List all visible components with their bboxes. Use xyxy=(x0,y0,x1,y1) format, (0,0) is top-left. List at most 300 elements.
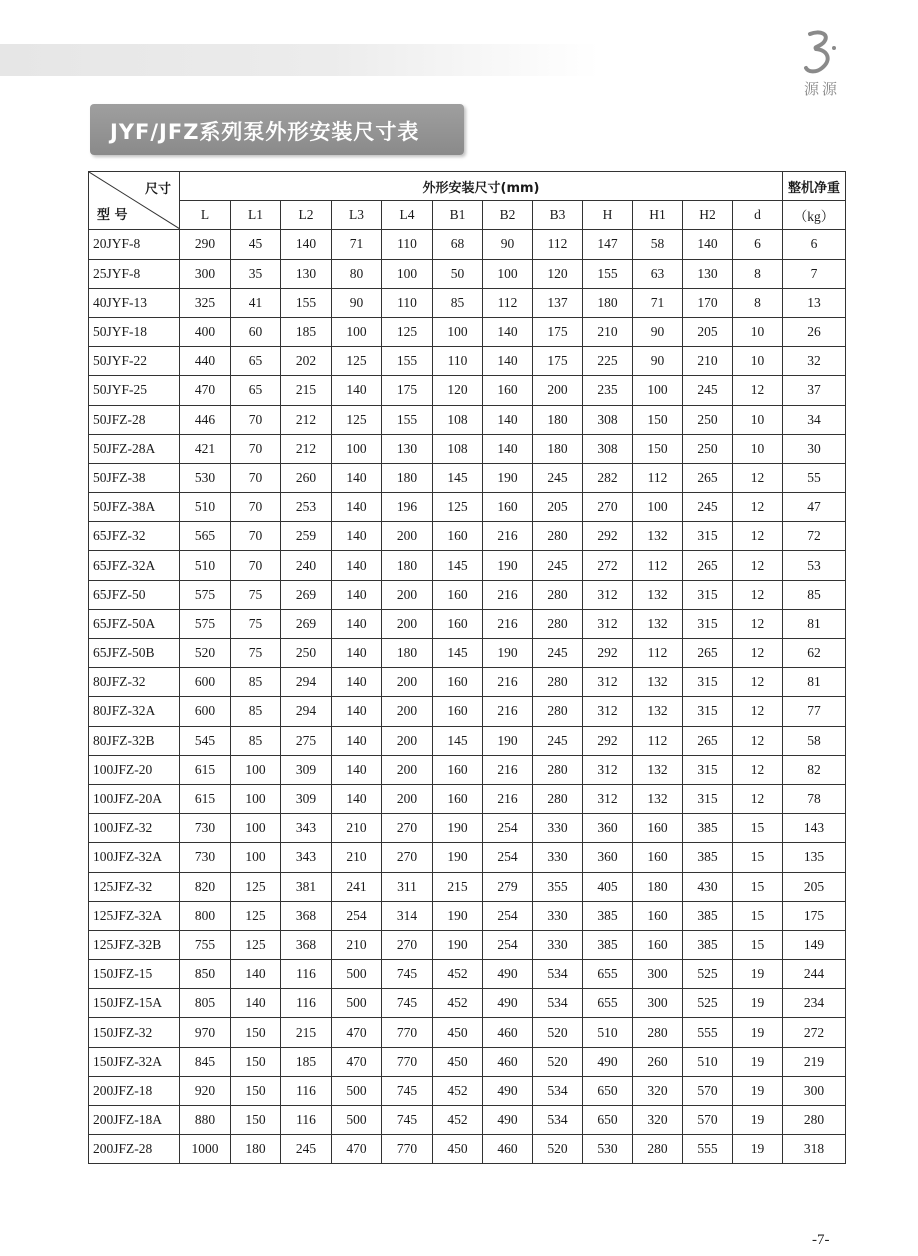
table-cell: 655 xyxy=(583,989,633,1018)
table-cell: 452 xyxy=(433,989,483,1018)
table-cell: 545 xyxy=(180,726,231,755)
table-cell: 15 xyxy=(733,930,783,959)
table-cell: 805 xyxy=(180,989,231,1018)
table-cell: 75 xyxy=(231,639,281,668)
table-cell: 110 xyxy=(382,288,433,317)
model-cell: 50JYF-18 xyxy=(89,317,180,346)
table-cell: 490 xyxy=(483,1106,533,1135)
table-cell: 280 xyxy=(533,668,583,697)
table-cell: 120 xyxy=(433,376,483,405)
table-cell: 132 xyxy=(633,784,683,813)
column-header: d xyxy=(733,201,783,230)
table-row xyxy=(89,843,846,872)
table-cell: 254 xyxy=(483,843,533,872)
table-row xyxy=(89,405,846,434)
model-cell: 100JFZ-32 xyxy=(89,814,180,843)
table-cell: 70 xyxy=(231,463,281,492)
table-cell: 150 xyxy=(231,1076,281,1105)
table-cell: 132 xyxy=(633,522,683,551)
table-cell: 385 xyxy=(683,901,733,930)
table-cell: 280 xyxy=(533,522,583,551)
table-cell: 60 xyxy=(231,317,281,346)
table-cell: 140 xyxy=(332,522,382,551)
table-cell: 19 xyxy=(733,1076,783,1105)
model-cell: 65JFZ-50B xyxy=(89,639,180,668)
table-cell: 343 xyxy=(281,843,332,872)
column-header: B3 xyxy=(533,201,583,230)
table-cell: 314 xyxy=(382,901,433,930)
table-cell: 190 xyxy=(483,726,533,755)
table-cell: 200 xyxy=(533,376,583,405)
table-cell: 309 xyxy=(281,784,332,813)
model-cell: 25JYF-8 xyxy=(89,259,180,288)
table-cell: 800 xyxy=(180,901,231,930)
table-cell: 500 xyxy=(332,1076,382,1105)
model-cell: 65JFZ-50A xyxy=(89,609,180,638)
table-cell: 520 xyxy=(533,1018,583,1047)
table-row xyxy=(89,230,846,259)
table-cell: 70 xyxy=(231,522,281,551)
table-cell: 254 xyxy=(332,901,382,930)
table-cell: 490 xyxy=(483,1076,533,1105)
table-cell: 58 xyxy=(633,230,683,259)
table-cell: 235 xyxy=(583,376,633,405)
table-row xyxy=(89,901,846,930)
table-cell: 205 xyxy=(783,872,846,901)
table-cell: 460 xyxy=(483,1018,533,1047)
table-cell: 140 xyxy=(332,784,382,813)
header-dimension-label: 尺寸 xyxy=(144,182,171,197)
table-cell: 275 xyxy=(281,726,332,755)
table-cell: 160 xyxy=(483,376,533,405)
column-header: L2 xyxy=(281,201,332,230)
table-cell: 330 xyxy=(533,901,583,930)
table-cell: 490 xyxy=(483,960,533,989)
model-cell: 50JFZ-28 xyxy=(89,405,180,434)
table-cell: 116 xyxy=(281,1106,332,1135)
table-cell: 185 xyxy=(281,1047,332,1076)
table-cell: 100 xyxy=(231,843,281,872)
header-model-label: 型 号 xyxy=(97,208,128,224)
table-cell: 15 xyxy=(733,814,783,843)
table-cell: 13 xyxy=(783,288,846,317)
table-cell: 452 xyxy=(433,960,483,989)
table-cell: 745 xyxy=(382,1106,433,1135)
table-cell: 175 xyxy=(783,901,846,930)
table-cell: 446 xyxy=(180,405,231,434)
table-cell: 470 xyxy=(180,376,231,405)
model-cell: 65JFZ-32A xyxy=(89,551,180,580)
table-cell: 254 xyxy=(483,930,533,959)
table-cell: 530 xyxy=(180,463,231,492)
table-cell: 200 xyxy=(382,609,433,638)
table-cell: 253 xyxy=(281,493,332,522)
table-cell: 160 xyxy=(633,843,683,872)
table-cell: 600 xyxy=(180,697,231,726)
table-cell: 470 xyxy=(332,1135,382,1164)
table-cell: 920 xyxy=(180,1076,231,1105)
table-cell: 10 xyxy=(733,317,783,346)
table-cell: 200 xyxy=(382,755,433,784)
table-cell: 12 xyxy=(733,639,783,668)
table-cell: 510 xyxy=(180,493,231,522)
table-cell: 280 xyxy=(533,697,583,726)
table-cell: 150 xyxy=(633,405,683,434)
table-cell: 254 xyxy=(483,901,533,930)
table-cell: 132 xyxy=(633,697,683,726)
table-cell: 12 xyxy=(733,784,783,813)
table-cell: 655 xyxy=(583,960,633,989)
table-cell: 330 xyxy=(533,843,583,872)
table-cell: 112 xyxy=(533,230,583,259)
table-cell: 315 xyxy=(683,697,733,726)
model-cell: 150JFZ-15 xyxy=(89,960,180,989)
table-cell: 85 xyxy=(783,580,846,609)
table-cell: 820 xyxy=(180,872,231,901)
table-cell: 490 xyxy=(583,1047,633,1076)
table-cell: 318 xyxy=(783,1135,846,1164)
table-cell: 175 xyxy=(533,347,583,376)
table-cell: 241 xyxy=(332,872,382,901)
table-row xyxy=(89,522,846,551)
table-cell: 730 xyxy=(180,814,231,843)
table-cell: 140 xyxy=(332,463,382,492)
table-cell: 500 xyxy=(332,989,382,1018)
table-cell: 155 xyxy=(382,347,433,376)
header-decoration-band xyxy=(0,44,600,76)
brand-logo-mark xyxy=(796,28,848,76)
table-cell: 45 xyxy=(231,230,281,259)
table-cell: 63 xyxy=(633,259,683,288)
table-cell: 770 xyxy=(382,1135,433,1164)
table-cell: 280 xyxy=(633,1135,683,1164)
table-cell: 265 xyxy=(683,463,733,492)
table-cell: 555 xyxy=(683,1018,733,1047)
table-cell: 140 xyxy=(483,347,533,376)
table-cell: 745 xyxy=(382,960,433,989)
table-cell: 308 xyxy=(583,434,633,463)
table-cell: 315 xyxy=(683,784,733,813)
table-cell: 81 xyxy=(783,668,846,697)
table-cell: 200 xyxy=(382,697,433,726)
table-cell: 280 xyxy=(633,1018,683,1047)
table-cell: 280 xyxy=(533,609,583,638)
table-cell: 100 xyxy=(231,755,281,784)
table-cell: 385 xyxy=(583,930,633,959)
table-cell: 180 xyxy=(533,405,583,434)
table-cell: 500 xyxy=(332,960,382,989)
table-cell: 155 xyxy=(382,405,433,434)
table-cell: 19 xyxy=(733,1018,783,1047)
table-cell: 250 xyxy=(281,639,332,668)
table-cell: 421 xyxy=(180,434,231,463)
model-cell: 200JFZ-28 xyxy=(89,1135,180,1164)
table-cell: 355 xyxy=(533,872,583,901)
table-cell: 510 xyxy=(180,551,231,580)
table-cell: 37 xyxy=(783,376,846,405)
table-row xyxy=(89,814,846,843)
table-cell: 19 xyxy=(733,1047,783,1076)
table-cell: 155 xyxy=(583,259,633,288)
table-cell: 12 xyxy=(733,551,783,580)
table-cell: 85 xyxy=(231,726,281,755)
table-cell: 200 xyxy=(382,726,433,755)
table-cell: 65 xyxy=(231,347,281,376)
table-cell: 294 xyxy=(281,668,332,697)
table-cell: 234 xyxy=(783,989,846,1018)
model-cell: 200JFZ-18A xyxy=(89,1106,180,1135)
page-number: -7- xyxy=(812,1232,830,1248)
table-cell: 312 xyxy=(583,668,633,697)
table-cell: 68 xyxy=(433,230,483,259)
table-cell: 140 xyxy=(332,726,382,755)
model-cell: 50JFZ-28A xyxy=(89,434,180,463)
table-cell: 470 xyxy=(332,1047,382,1076)
table-cell: 615 xyxy=(180,784,231,813)
table-cell: 82 xyxy=(783,755,846,784)
table-cell: 150 xyxy=(231,1018,281,1047)
table-cell: 360 xyxy=(583,814,633,843)
table-row xyxy=(89,463,846,492)
table-row xyxy=(89,697,846,726)
model-cell: 150JFZ-32 xyxy=(89,1018,180,1047)
table-cell: 270 xyxy=(382,930,433,959)
table-cell: 140 xyxy=(332,755,382,784)
table-cell: 280 xyxy=(533,580,583,609)
table-cell: 145 xyxy=(433,726,483,755)
table-cell: 160 xyxy=(433,784,483,813)
table-cell: 368 xyxy=(281,930,332,959)
table-cell: 125 xyxy=(231,901,281,930)
table-cell: 300 xyxy=(180,259,231,288)
table-cell: 534 xyxy=(533,989,583,1018)
table-cell: 180 xyxy=(231,1135,281,1164)
table-cell: 132 xyxy=(633,668,683,697)
table-cell: 100 xyxy=(231,814,281,843)
table-cell: 70 xyxy=(231,493,281,522)
table-cell: 270 xyxy=(382,814,433,843)
table-cell: 10 xyxy=(733,434,783,463)
table-cell: 269 xyxy=(281,609,332,638)
table-cell: 210 xyxy=(332,843,382,872)
table-cell: 180 xyxy=(583,288,633,317)
table-cell: 160 xyxy=(633,814,683,843)
table-cell: 140 xyxy=(332,580,382,609)
table-cell: 330 xyxy=(533,930,583,959)
table-cell: 245 xyxy=(533,639,583,668)
table-row xyxy=(89,347,846,376)
table-cell: 405 xyxy=(583,872,633,901)
table-cell: 385 xyxy=(583,901,633,930)
model-cell: 65JFZ-32 xyxy=(89,522,180,551)
table-cell: 12 xyxy=(733,668,783,697)
table-cell: 160 xyxy=(433,580,483,609)
table-cell: 450 xyxy=(433,1135,483,1164)
table-cell: 770 xyxy=(382,1047,433,1076)
table-cell: 330 xyxy=(533,814,583,843)
table-cell: 520 xyxy=(533,1047,583,1076)
table-cell: 525 xyxy=(683,989,733,1018)
table-cell: 1000 xyxy=(180,1135,231,1164)
table-cell: 112 xyxy=(483,288,533,317)
table-cell: 120 xyxy=(533,259,583,288)
table-cell: 19 xyxy=(733,1135,783,1164)
table-cell: 292 xyxy=(583,522,633,551)
table-row xyxy=(89,1076,846,1105)
table-cell: 270 xyxy=(382,843,433,872)
table-cell: 244 xyxy=(783,960,846,989)
model-cell: 50JFZ-38A xyxy=(89,493,180,522)
table-cell: 210 xyxy=(332,930,382,959)
table-cell: 460 xyxy=(483,1047,533,1076)
table-row xyxy=(89,288,846,317)
table-cell: 280 xyxy=(533,784,583,813)
table-cell: 730 xyxy=(180,843,231,872)
table-cell: 180 xyxy=(382,551,433,580)
table-cell: 292 xyxy=(583,639,633,668)
table-cell: 265 xyxy=(683,639,733,668)
model-cell: 80JFZ-32B xyxy=(89,726,180,755)
table-cell: 320 xyxy=(633,1076,683,1105)
table-cell: 245 xyxy=(281,1135,332,1164)
table-cell: 385 xyxy=(683,843,733,872)
table-cell: 160 xyxy=(433,668,483,697)
table-cell: 150 xyxy=(231,1106,281,1135)
table-cell: 160 xyxy=(483,493,533,522)
table-cell: 190 xyxy=(433,814,483,843)
table-row xyxy=(89,960,846,989)
table-cell: 12 xyxy=(733,609,783,638)
page-title: JYF/JFZ系列泵外形安装尺寸表 xyxy=(110,120,420,144)
table-cell: 320 xyxy=(633,1106,683,1135)
table-cell: 70 xyxy=(231,434,281,463)
table-cell: 160 xyxy=(633,901,683,930)
table-cell: 145 xyxy=(433,639,483,668)
table-cell: 210 xyxy=(683,347,733,376)
table-cell: 300 xyxy=(633,960,683,989)
table-cell: 26 xyxy=(783,317,846,346)
table-cell: 116 xyxy=(281,1076,332,1105)
table-cell: 12 xyxy=(733,463,783,492)
table-cell: 108 xyxy=(433,405,483,434)
table-row xyxy=(89,493,846,522)
table-cell: 19 xyxy=(733,960,783,989)
table-row xyxy=(89,1018,846,1047)
table-cell: 245 xyxy=(533,726,583,755)
table-cell: 140 xyxy=(231,960,281,989)
table-cell: 770 xyxy=(382,1018,433,1047)
header-dimensions-group: 外形安装尺寸(mm) xyxy=(180,172,783,201)
table-cell: 71 xyxy=(633,288,683,317)
column-header: L1 xyxy=(231,201,281,230)
table-cell: 269 xyxy=(281,580,332,609)
table-cell: 525 xyxy=(683,960,733,989)
table-cell: 650 xyxy=(583,1076,633,1105)
table-cell: 430 xyxy=(683,872,733,901)
table-cell: 125 xyxy=(382,317,433,346)
table-cell: 112 xyxy=(633,726,683,755)
table-cell: 215 xyxy=(281,1018,332,1047)
model-cell: 50JYF-22 xyxy=(89,347,180,376)
table-cell: 32 xyxy=(783,347,846,376)
table-cell: 90 xyxy=(483,230,533,259)
column-header: L4 xyxy=(382,201,433,230)
table-cell: 112 xyxy=(633,551,683,580)
table-cell: 440 xyxy=(180,347,231,376)
table-cell: 160 xyxy=(433,522,483,551)
brand-logo xyxy=(792,28,852,100)
model-cell: 100JFZ-32A xyxy=(89,843,180,872)
table-cell: 292 xyxy=(583,726,633,755)
table-cell: 309 xyxy=(281,755,332,784)
table-cell: 294 xyxy=(281,697,332,726)
table-cell: 6 xyxy=(783,230,846,259)
model-cell: 100JFZ-20A xyxy=(89,784,180,813)
table-cell: 510 xyxy=(583,1018,633,1047)
table-cell: 190 xyxy=(433,901,483,930)
table-cell: 245 xyxy=(533,551,583,580)
table-cell: 845 xyxy=(180,1047,231,1076)
table-cell: 130 xyxy=(382,434,433,463)
table-cell: 72 xyxy=(783,522,846,551)
table-cell: 200 xyxy=(382,522,433,551)
table-cell: 190 xyxy=(483,463,533,492)
table-cell: 260 xyxy=(633,1047,683,1076)
table-cell: 265 xyxy=(683,551,733,580)
table-cell: 85 xyxy=(433,288,483,317)
table-row xyxy=(89,1047,846,1076)
table-cell: 130 xyxy=(281,259,332,288)
table-cell: 570 xyxy=(683,1076,733,1105)
table-cell: 140 xyxy=(231,989,281,1018)
table-row xyxy=(89,551,846,580)
table-row xyxy=(89,259,846,288)
table-cell: 245 xyxy=(683,493,733,522)
table-cell: 312 xyxy=(583,580,633,609)
table-cell: 381 xyxy=(281,872,332,901)
table-cell: 534 xyxy=(533,1106,583,1135)
table-row xyxy=(89,639,846,668)
table-row xyxy=(89,872,846,901)
table-cell: 470 xyxy=(332,1018,382,1047)
table-cell: 534 xyxy=(533,960,583,989)
model-cell: 20JYF-8 xyxy=(89,230,180,259)
table-cell: 210 xyxy=(583,317,633,346)
table-cell: 196 xyxy=(382,493,433,522)
table-cell: 312 xyxy=(583,609,633,638)
model-cell: 125JFZ-32A xyxy=(89,901,180,930)
table-cell: 745 xyxy=(382,1076,433,1105)
table-cell: 81 xyxy=(783,609,846,638)
table-cell: 125 xyxy=(433,493,483,522)
table-cell: 216 xyxy=(483,580,533,609)
table-cell: 315 xyxy=(683,522,733,551)
table-cell: 200 xyxy=(382,580,433,609)
table-cell: 100 xyxy=(483,259,533,288)
table-cell: 254 xyxy=(483,814,533,843)
table-cell: 360 xyxy=(583,843,633,872)
table-cell: 15 xyxy=(733,843,783,872)
table-cell: 145 xyxy=(433,463,483,492)
model-cell: 50JFZ-38 xyxy=(89,463,180,492)
table-cell: 50 xyxy=(433,259,483,288)
table-cell: 452 xyxy=(433,1076,483,1105)
table-cell: 265 xyxy=(683,726,733,755)
table-cell: 108 xyxy=(433,434,483,463)
table-cell: 520 xyxy=(533,1135,583,1164)
model-cell: 50JYF-25 xyxy=(89,376,180,405)
table-cell: 216 xyxy=(483,697,533,726)
